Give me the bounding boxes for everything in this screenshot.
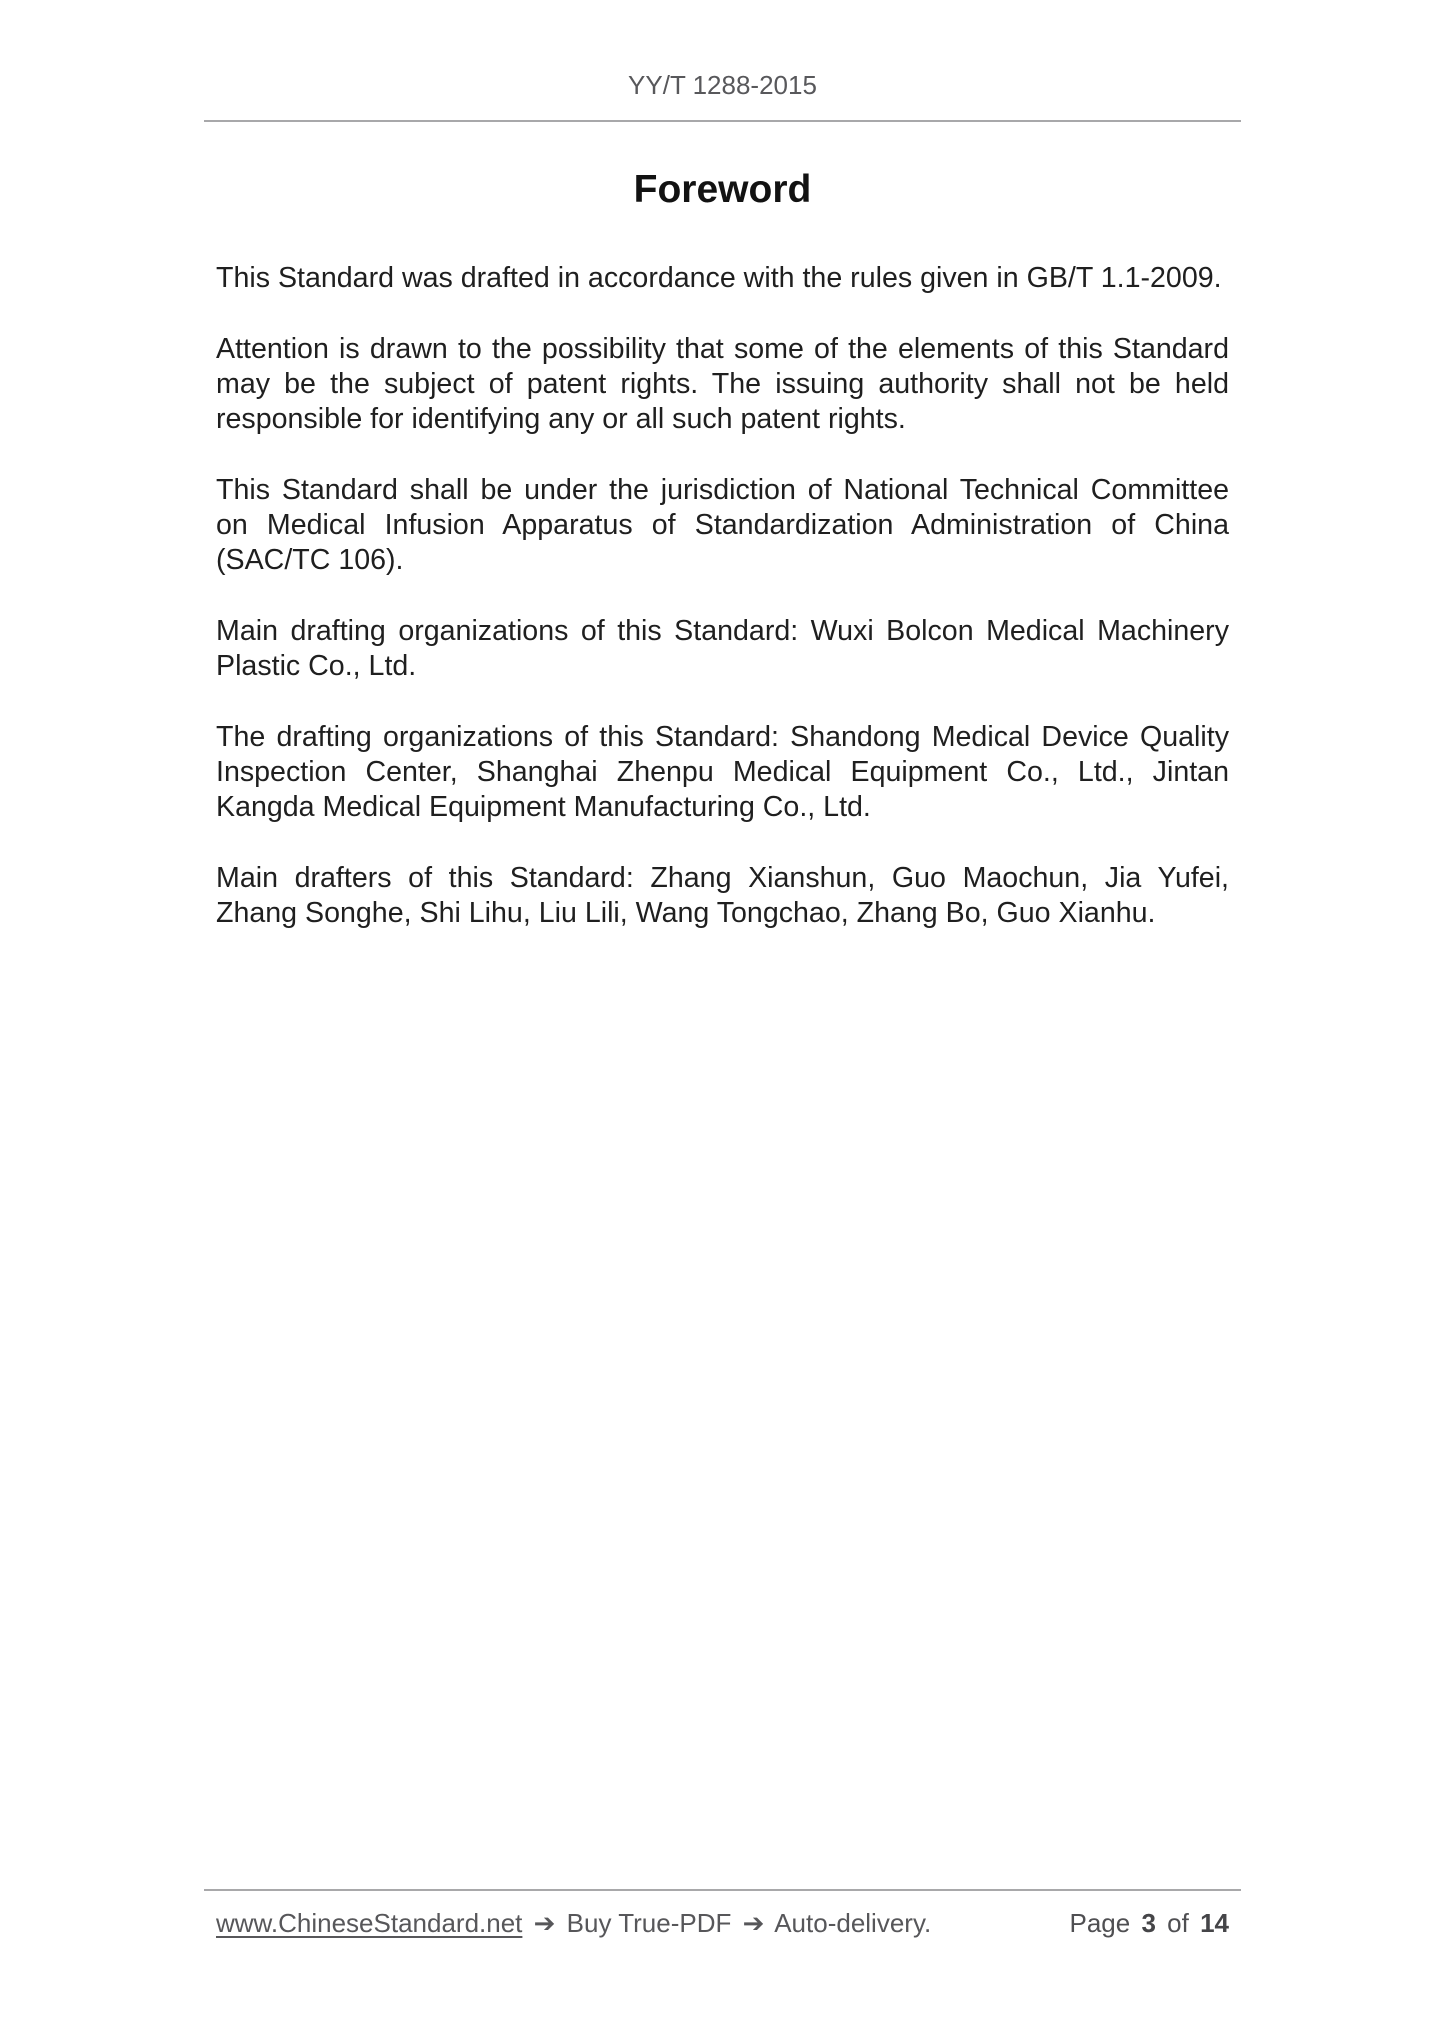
running-header-standard-code: YY/T 1288-2015 (628, 70, 817, 100)
right-arrow-icon: ➔ (742, 1908, 765, 1938)
header-rule (204, 120, 1241, 122)
page-footer (216, 1907, 1229, 1939)
page-title: Foreword (633, 168, 812, 211)
right-arrow-icon: ➔ (533, 1908, 556, 1938)
footer-rule (204, 1889, 1241, 1891)
footer-delivery-text: Auto-delivery. (774, 1908, 932, 1938)
foreword-paragraph: Main drafters of this Standard: Zhang Xianshun, Guo Maochun, Jia Yufei, Zhang Songhe, Shi Lihu, Liu Lili, Wang Tongchao, Zhang Bo, Guo Xianhu. (216, 862, 1229, 929)
foreword-paragraph: The drafting organizations of this Standard: Shandong Medical Device Quality Inspection Center, Shanghai Zhenpu Medical Equipment Co., Ltd., Jintan Kangda Medical Equipment Manufacturing Co., Ltd. (216, 721, 1229, 823)
page-indicator (1069, 1907, 1229, 1939)
current-page-number: 3 (1141, 1908, 1156, 1938)
of-word: of (1167, 1908, 1189, 1938)
foreword-body (216, 261, 1229, 967)
footer-source-line (216, 1907, 931, 1939)
total-page-number: 14 (1200, 1908, 1229, 1938)
foreword-paragraph: This Standard shall be under the jurisdiction of National Technical Committee on Medical Infusion Apparatus of Standardization Administration of China (SAC/TC 106). (216, 474, 1229, 576)
foreword-paragraph: This Standard was drafted in accordance with the rules given in GB/T 1.1-2009. (216, 262, 1222, 294)
website-link[interactable]: www.ChineseStandard.net (216, 1908, 523, 1938)
foreword-paragraph: Main drafting organizations of this Standard: Wuxi Bolcon Medical Machinery Plastic Co., Ltd. (216, 615, 1229, 682)
footer-buy-text: Buy True-PDF (566, 1908, 732, 1938)
foreword-paragraph: Attention is drawn to the possibility that some of the elements of this Standard may be the subject of patent rights. The issuing authority shall not be held responsible for identifying any or all such patent rights. (216, 333, 1229, 435)
page-word: Page (1069, 1908, 1131, 1938)
